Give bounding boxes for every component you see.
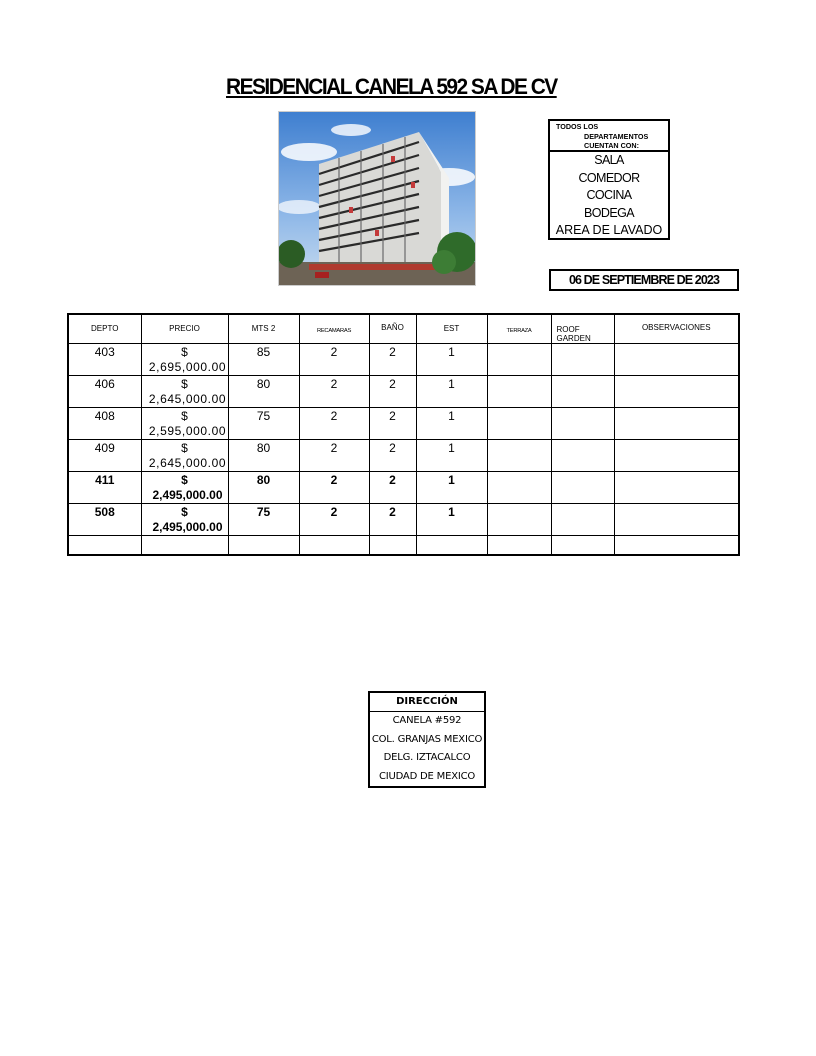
address-line: COL. GRANJAS MEXICO (371, 733, 483, 745)
cell-recamaras: 2 (299, 376, 369, 408)
amenities-header-line: DEPARTAMENTOS (584, 131, 649, 141)
address-box (368, 691, 486, 788)
header-terraza: TERRAZA (487, 314, 551, 344)
header-est: EST (416, 314, 487, 344)
cell-depto: 408 (68, 408, 141, 440)
amenity-item: AREA DE LAVADO (555, 223, 663, 237)
cell-terraza (487, 472, 551, 504)
cell-roof-garden (551, 408, 614, 440)
cell-terraza (487, 408, 551, 440)
cell-observaciones (614, 408, 739, 440)
table-row-empty (68, 536, 739, 556)
cell-est: 1 (416, 408, 487, 440)
cell-bano: 2 (369, 376, 416, 408)
header-observaciones: OBSERVACIONES (614, 314, 739, 344)
empty-cell (614, 536, 739, 556)
cell-recamaras: 2 (299, 504, 369, 536)
empty-cell (141, 536, 228, 556)
cell-roof-garden (551, 472, 614, 504)
table-row (68, 472, 739, 504)
cell-terraza (487, 504, 551, 536)
table-row (68, 376, 739, 408)
cell-mts: 80 (228, 376, 299, 408)
price-amount: 2,495,000.00 (152, 488, 223, 502)
cell-terraza (487, 376, 551, 408)
cell-bano: 2 (369, 472, 416, 504)
table-row (68, 408, 739, 440)
empty-cell (416, 536, 487, 556)
cell-bano: 2 (369, 440, 416, 472)
price-currency: $ (181, 345, 188, 359)
cell-depto: 406 (68, 376, 141, 408)
cell-bano: 2 (369, 408, 416, 440)
price-currency: $ (181, 409, 188, 423)
table-row (68, 440, 739, 472)
document-title: RESIDENCIAL CANELA 592 SA DE CV (226, 74, 557, 99)
cell-est: 1 (416, 472, 487, 504)
cell-depto: 403 (68, 344, 141, 376)
cell-roof-garden (551, 504, 614, 536)
amenity-item: BODEGA (584, 205, 634, 220)
header-depto: DEPTO (68, 314, 141, 344)
price-currency: $ (181, 473, 188, 487)
cell-precio (141, 472, 228, 504)
cell-roof-garden (551, 440, 614, 472)
cell-roof-garden (551, 344, 614, 376)
empty-cell (299, 536, 369, 556)
amenity-item: COMEDOR (578, 170, 640, 185)
cell-observaciones (614, 504, 739, 536)
empty-cell (228, 536, 299, 556)
cell-est: 1 (416, 440, 487, 472)
cell-observaciones (614, 472, 739, 504)
cell-est: 1 (416, 376, 487, 408)
cell-terraza (487, 344, 551, 376)
cell-mts: 75 (228, 408, 299, 440)
cell-recamaras: 2 (299, 440, 369, 472)
header-recamaras: RECAMARAS (299, 314, 369, 344)
amenity-item: COCINA (586, 188, 632, 202)
cell-depto: 411 (68, 472, 141, 504)
amenities-header (550, 121, 668, 152)
cell-mts: 80 (228, 440, 299, 472)
header-precio: PRECIO (141, 314, 228, 344)
cell-mts: 85 (228, 344, 299, 376)
amenities-header-line: TODOS LOS (556, 122, 599, 131)
header-mts: MTS 2 (228, 314, 299, 344)
address-line: CANELA #592 (392, 715, 462, 726)
price-amount: 2,645,000.00 (148, 392, 227, 406)
cell-bano: 2 (369, 504, 416, 536)
amenity-item: SALA (594, 153, 624, 167)
address-header: DIRECCIÓN (370, 693, 484, 712)
header-bano: BAÑO (369, 314, 416, 344)
cell-precio (141, 408, 228, 440)
cell-roof-garden (551, 376, 614, 408)
cell-bano: 2 (369, 344, 416, 376)
amenities-box (548, 119, 670, 240)
units-table (67, 313, 740, 556)
cell-observaciones (614, 440, 739, 472)
cell-terraza (487, 440, 551, 472)
table-row (68, 504, 739, 536)
empty-cell (369, 536, 416, 556)
empty-cell (68, 536, 141, 556)
empty-cell (487, 536, 551, 556)
address-line: DELG. IZTACALCO (383, 752, 471, 763)
empty-cell (551, 536, 614, 556)
amenities-header-line: CUENTAN CON: (584, 141, 639, 150)
cell-est: 1 (416, 344, 487, 376)
price-amount: 2,695,000.00 (148, 360, 227, 374)
cell-recamaras: 2 (299, 408, 369, 440)
table-row (68, 344, 739, 376)
price-amount: 2,495,000.00 (152, 520, 223, 534)
cell-mts: 80 (228, 472, 299, 504)
cell-precio (141, 504, 228, 536)
price-currency: $ (181, 441, 188, 455)
cell-recamaras: 2 (299, 344, 369, 376)
cell-depto: 409 (68, 440, 141, 472)
building-rendering-image (278, 111, 476, 286)
price-currency: $ (181, 505, 188, 519)
cell-est: 1 (416, 504, 487, 536)
date-label: 06 DE SEPTIEMBRE DE 2023 (549, 269, 739, 291)
table-header-row (68, 314, 739, 344)
cell-observaciones (614, 344, 739, 376)
cell-precio (141, 344, 228, 376)
address-line: CIUDAD DE MEXICO (378, 770, 476, 782)
price-currency: $ (181, 377, 188, 391)
price-amount: 2,595,000.00 (148, 424, 227, 438)
cell-mts: 75 (228, 504, 299, 536)
cell-observaciones (614, 376, 739, 408)
cell-precio (141, 376, 228, 408)
header-roof-garden: ROOF GARDEN (551, 314, 614, 344)
cell-depto: 508 (68, 504, 141, 536)
price-amount: 2,645,000.00 (148, 456, 227, 470)
cell-recamaras: 2 (299, 472, 369, 504)
cell-precio (141, 440, 228, 472)
